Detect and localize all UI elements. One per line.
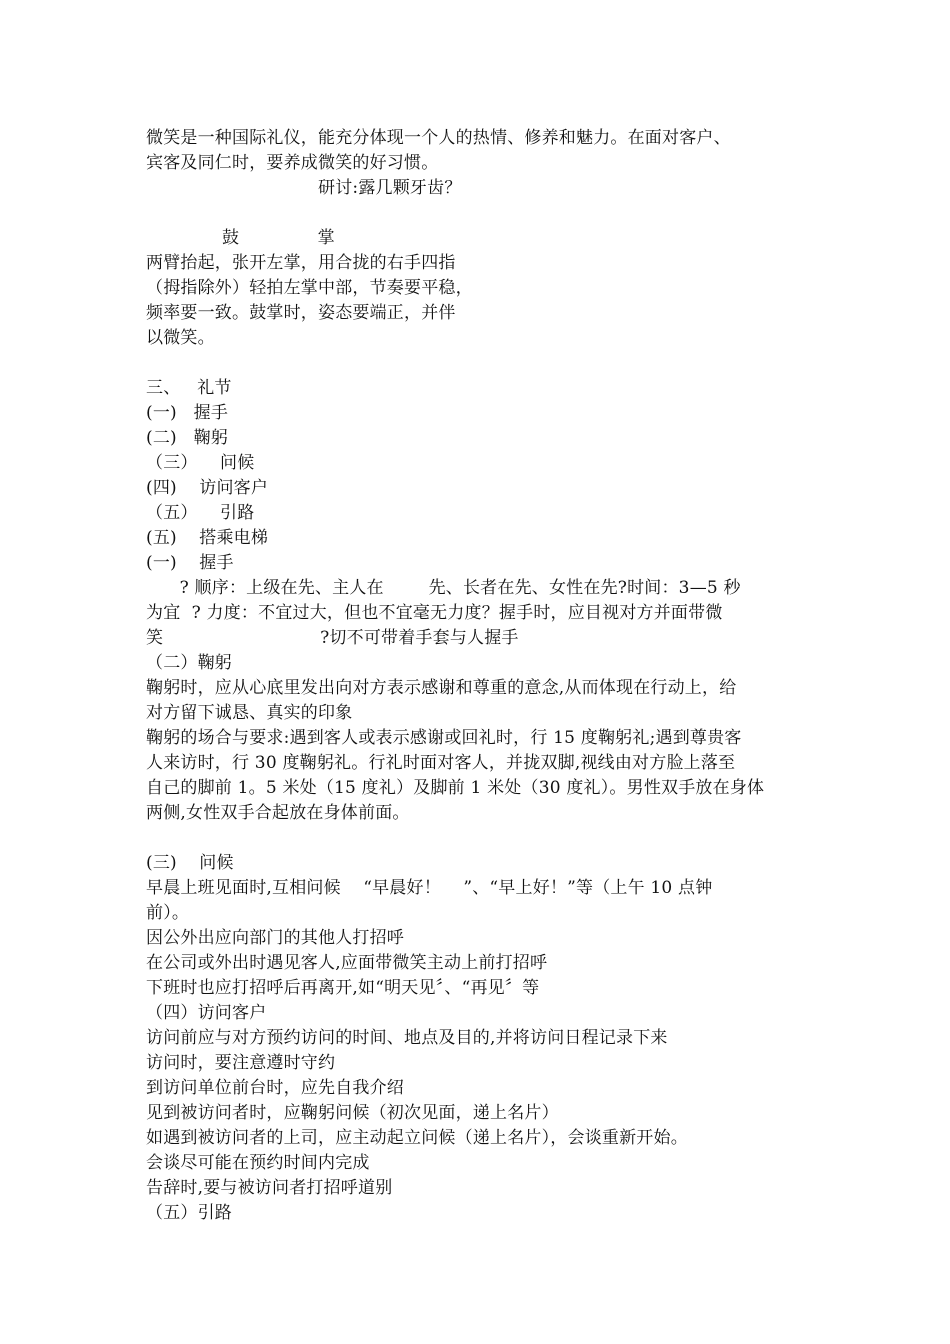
- paragraph-smile-line-1: 微笑是一种国际礼仪，能充分体现一个人的热情、修养和魅力。在面对客户、: [146, 128, 731, 148]
- toc-item-elevator: (五) 搭乘电梯: [146, 528, 269, 548]
- paragraph-applause-line-1: 两臂抬起，张开左掌，用合拢的右手四指: [146, 253, 456, 273]
- paragraph-bow-requirements-line-1: 鞠躬的场合与要求:遇到客人或表示感谢或回礼时，行 15 度鞠躬礼;遇到尊贵客: [146, 728, 742, 748]
- heading-applause: 鼓 掌: [222, 228, 335, 248]
- toc-item-guiding: （五） 引路: [146, 503, 255, 523]
- paragraph-visit-line-6: 会谈尽可能在预约时间内完成: [146, 1153, 370, 1173]
- toc-item-visiting-client: (四) 访问客户: [146, 478, 269, 498]
- toc-item-greeting: （三） 问候: [146, 453, 255, 473]
- paragraph-greeting-line-1: 早晨上班见面时,互相问候 “早晨好！ ”、“早上好！”等（上午 10 点钟: [146, 878, 713, 898]
- paragraph-bow-line-2: 对方留下诚恳、真实的印象: [146, 703, 353, 723]
- heading-greeting: (三) 问候: [146, 853, 234, 873]
- paragraph-applause-line-4: 以微笑。: [146, 328, 215, 348]
- discussion-note: 研讨:露几颗牙齿？: [318, 178, 462, 198]
- paragraph-greeting-line-2: 前）。: [146, 903, 190, 923]
- heading-visiting-client: （四）访问客户: [146, 1003, 267, 1023]
- paragraph-applause-line-2: （拇指除外）轻拍左掌中部，节奏要平稳，: [146, 278, 473, 298]
- paragraph-bow-line-1: 鞠躬时，应从心底里发出向对方表示感谢和尊重的意念,从而体现在行动上，给: [146, 678, 737, 698]
- paragraph-visit-line-1: 访问前应与对方预约访问的时间、地点及目的,并将访问日程记录下来: [146, 1028, 668, 1048]
- toc-item-bow: (二) 鞠躬: [146, 428, 229, 448]
- heading-guiding: （五）引路: [146, 1203, 232, 1223]
- paragraph-handshake-line-3: 笑 ?切不可带着手套与人握手: [146, 628, 519, 648]
- paragraph-bow-requirements-line-2: 人来访时，行 30 度鞠躬礼。行礼时面对客人，并拢双脚,视线由对方脸上落至: [146, 753, 736, 773]
- paragraph-visit-line-2: 访问时，要注意遵时守约: [146, 1053, 336, 1073]
- paragraph-smile-line-2: 宾客及同仁时，要养成微笑的好习惯。: [146, 153, 439, 173]
- paragraph-greeting-line-3: 因公外出应向部门的其他人打招呼: [146, 928, 404, 948]
- paragraph-visit-line-3: 到访问单位前台时，应先自我介绍: [146, 1078, 404, 1098]
- toc-item-handshake: (一) 握手: [146, 403, 229, 423]
- paragraph-handshake-line-2: 为宜 ? 力度：不宜过大，但也不宜毫无力度？握手时，应目视对方并面带微: [146, 603, 723, 623]
- heading-handshake: (一) 握手: [146, 553, 234, 573]
- paragraph-handshake-line-1: ? 顺序：上级在先、主人在 先、长者在先、女性在先?时间：3—5 秒: [146, 578, 741, 598]
- paragraph-greeting-line-4: 在公司或外出时遇见客人,应面带微笑主动上前打招呼: [146, 953, 548, 973]
- paragraph-bow-requirements-line-3: 自己的脚前 1。5 米处（15 度礼）及脚前 1 米处（30 度礼）。男性双手放在身体: [146, 778, 765, 798]
- paragraph-visit-line-7: 告辞时,要与被访问者打招呼道别: [146, 1178, 393, 1198]
- paragraph-visit-line-5: 如遇到被访问者的上司，应主动起立问候（递上名片），会谈重新开始。: [146, 1128, 688, 1148]
- paragraph-greeting-line-5: 下班时也应打招呼后再离开,如“明天见〞、“再见〞等: [146, 978, 540, 998]
- heading-bow: （二）鞠躬: [146, 653, 232, 673]
- paragraph-visit-line-4: 见到被访问者时，应鞠躬问候（初次见面，递上名片）: [146, 1103, 559, 1123]
- paragraph-applause-line-3: 频率要一致。鼓掌时，姿态要端正，并伴: [146, 303, 456, 323]
- section-heading-etiquette: 三、 礼节: [146, 378, 232, 398]
- paragraph-bow-requirements-line-4: 两侧,女性双手合起放在身体前面。: [146, 803, 410, 823]
